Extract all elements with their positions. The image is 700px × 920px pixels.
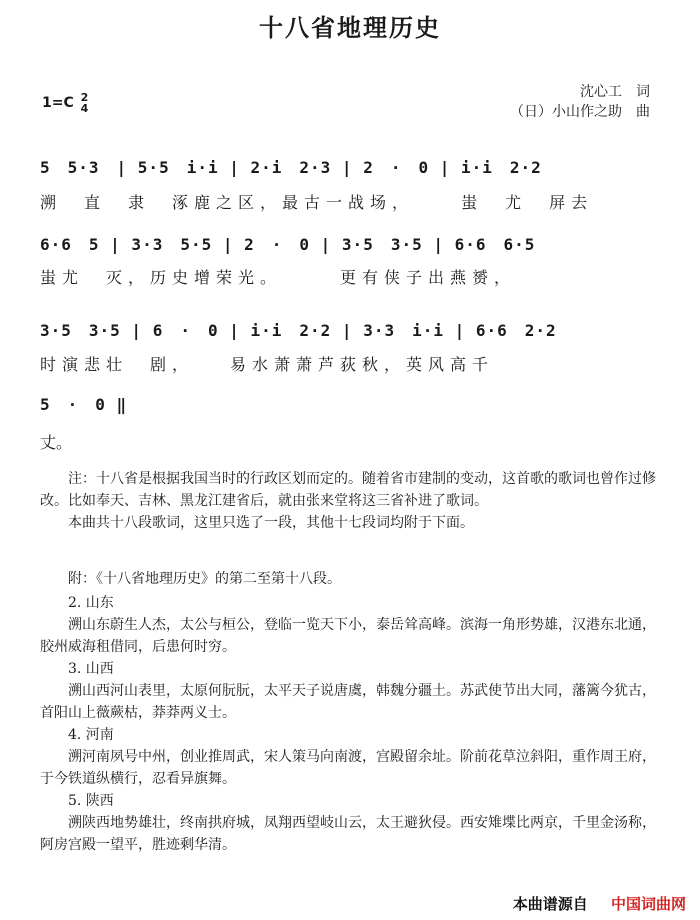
appendix-text-5: 溯陕西地势雄壮，终南拱府城，凤翔西望岐山云，太王避狄侵。西安雉堞比两京，千里金汤称，阿房宫殿一望平，胜迹剩华清。 xyxy=(40,815,656,853)
notation-text-3: 3·5 3·5 | 6 · 0 | i·i 2·2 | 3·3 i·i | 6·6 2·2 xyxy=(40,321,557,340)
time-numerator: 2 xyxy=(80,91,89,104)
credits xyxy=(480,82,650,122)
source-footer xyxy=(513,893,686,914)
appendix-label-5: 5. 陕西 xyxy=(68,793,114,809)
lyric-text-1: 溯 直 隶 涿鹿之区，最古一战场， 蚩 尤 屏去 xyxy=(40,193,594,212)
appendix-item-3 xyxy=(40,658,660,724)
appendix-item-5 xyxy=(40,790,660,856)
appendix-text-3: 溯山西河山表里，太原何朊朊，太平天子说唐虞，韩魏分疆土。苏武使节出大同，藩篱今犹古，首阳山上薇蕨枯，莽莽两义士。 xyxy=(40,683,656,721)
notation-row-1 xyxy=(0,155,700,189)
appendix-heading: 附：《十八省地理历史》的第二至第十八段。 xyxy=(68,571,341,587)
note-text-2: 本曲共十八段歌词，这里只选了一段，其他十七段词均附于下面。 xyxy=(68,515,474,531)
appendix-label-3: 3. 山西 xyxy=(68,661,114,677)
notation-row-4 xyxy=(0,392,700,426)
notes-section xyxy=(40,468,660,534)
footer-source-label: 本曲谱源自 xyxy=(512,895,588,913)
appendix-label-4: 4. 河南 xyxy=(68,727,114,743)
appendix-text-2: 溯山东蔚生人杰，太公与桓公，登临一览天下小，泰岳耸高峰。滨海一角形势雄，汉港东北通，胶州威海租借同，后患何时穷。 xyxy=(40,617,656,655)
composer-credit: （日）小山作之助 曲 xyxy=(510,104,650,120)
note-paragraph-2 xyxy=(40,512,660,534)
notation-text-2: 6·6 5 | 3·3 5·5 | 2 · 0 | 3·5 3·5 | 6·6 6·5 xyxy=(40,235,536,254)
note-paragraph-1 xyxy=(40,468,660,512)
lyric-text-2: 蚩尤 灭，历史增荣光。 更有侠子出燕赟， xyxy=(40,268,517,287)
notation-row-3 xyxy=(0,318,700,352)
key-signature xyxy=(42,92,88,114)
note-text-1: 十八省是根据我国当时的行政区划而定的。随着省市建制的变动，这首歌的歌词也曾作过修改。比如奉天、吉林、黑龙江建省后，就由张来堂将这三省补进了歌词。 xyxy=(40,471,656,509)
appendix-section xyxy=(40,568,660,856)
lyric-text-4: 丈。 xyxy=(40,433,73,452)
notation-row-2 xyxy=(0,232,700,266)
footer-site-name[interactable]: 中国词曲网 xyxy=(610,895,686,913)
appendix-label-2: 2. 山东 xyxy=(68,595,114,611)
lyricist-credit: 沈心工 词 xyxy=(580,84,650,100)
song-title: 十八省地理历史 xyxy=(259,13,441,42)
appendix-item-4 xyxy=(40,724,660,790)
lyric-text-3: 时演悲壮 剧， 易水萧萧芦荻秋，英风高千 xyxy=(40,355,495,374)
appendix-item-2 xyxy=(40,592,660,658)
notation-text-1: 5 5·3 | 5·5 i·i | 2·i 2·3 | 2 · 0 | i·i 2·2 xyxy=(40,158,542,177)
time-denominator: 4 xyxy=(80,102,89,115)
time-signature xyxy=(81,92,89,114)
note-label: 注： xyxy=(68,471,96,487)
appendix-text-4: 溯河南夙号中州，创业推周武，宋人策马向南渡，宫殿留余址。阶前花草泣斜阳，重作周王府，于今铁道纵横行，忍看异旗舞。 xyxy=(40,749,656,787)
notation-text-4: 5 · 0 ‖ xyxy=(40,395,128,414)
key-label: 1=C xyxy=(42,95,74,111)
